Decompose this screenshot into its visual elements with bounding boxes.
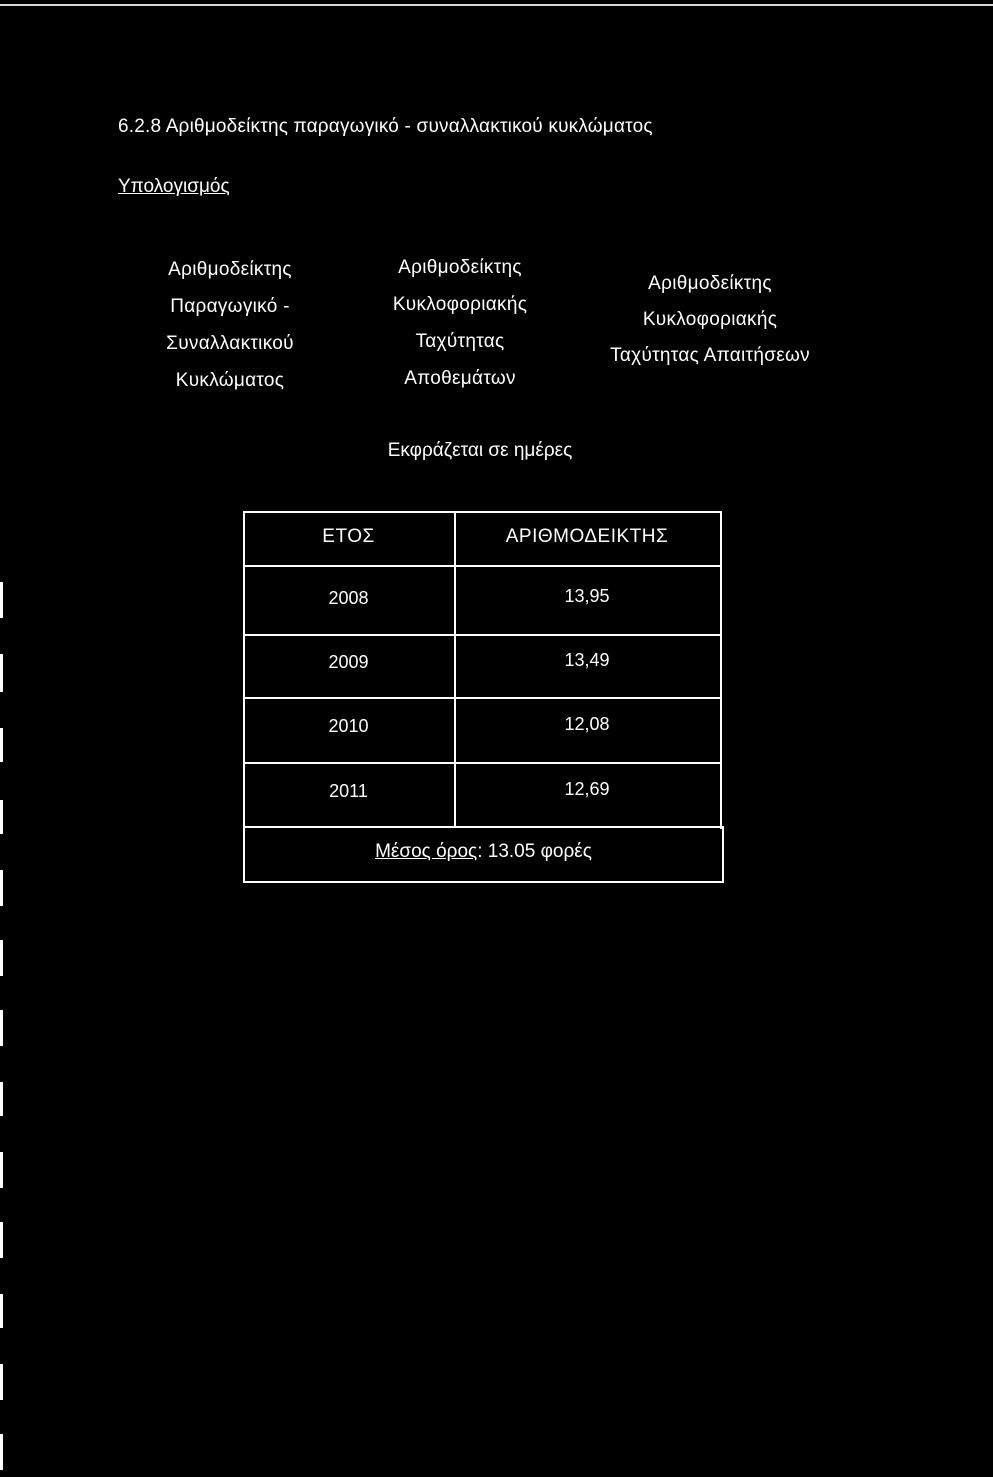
table-row-divider	[243, 697, 722, 699]
formula-term-cycle-ratio	[140, 251, 320, 399]
table-row-divider	[243, 634, 722, 636]
scan-edge-mark	[0, 870, 3, 906]
scan-edge-mark	[0, 1364, 3, 1400]
scan-edge-mark	[0, 800, 3, 834]
table-row-divider	[243, 565, 722, 567]
table-row-divider	[243, 762, 722, 764]
table-row-divider	[243, 826, 724, 828]
calculation-heading: Υπολογισμός	[118, 176, 230, 197]
unit-note: Εκφράζεται σε ημέρες	[387, 440, 573, 461]
table-border	[243, 511, 722, 513]
scan-edge-mark	[0, 940, 3, 976]
formula-term-inventory-turnover	[365, 249, 555, 397]
column-header-ratio: ΑΡΙΘΜΟΔΕΙΚΤΗΣ	[505, 526, 669, 547]
formula-line: Κυκλοφοριακής	[642, 309, 778, 330]
scan-edge-mark	[0, 654, 3, 692]
average-row	[243, 841, 724, 863]
formula-line: Κυκλώματος	[175, 370, 285, 391]
table-cell-year: 2010	[328, 716, 369, 736]
formula-line: Ταχύτητας Απαιτήσεων	[610, 345, 810, 366]
table-cell-ratio: 13,49	[564, 650, 610, 670]
scan-edge-mark	[0, 1010, 3, 1046]
column-header-year: ΕΤΟΣ	[322, 526, 375, 547]
table-cell-ratio: 12,69	[564, 779, 610, 799]
table-cell-year: 2008	[328, 588, 369, 608]
scan-edge-mark	[0, 728, 3, 762]
formula-line: Αριθμοδείκτης	[168, 259, 292, 280]
formula-line: Ταχύτητας	[415, 331, 505, 352]
formula-line: Αποθεμάτων	[404, 368, 516, 389]
formula-line: Παραγωγικό -	[170, 296, 290, 317]
formula-line: Αριθμοδείκτης	[398, 257, 522, 278]
table-border	[720, 511, 722, 829]
average-label: Μέσος όρος	[375, 841, 478, 862]
section-title: 6.2.8 Αριθμοδείκτης παραγωγικό - συναλλακτικού κυκλώματος	[118, 116, 653, 137]
average-value: : 13.05 φορές	[477, 841, 592, 862]
scan-edge-mark	[0, 1222, 3, 1258]
table-cell-ratio: 12,08	[564, 714, 610, 734]
scan-edge-mark	[0, 1294, 3, 1328]
scan-top-border	[0, 4, 993, 6]
table-border	[243, 881, 724, 883]
scan-edge-mark	[0, 1152, 3, 1188]
ratio-table	[243, 511, 724, 883]
formula-line: Κυκλοφοριακής	[392, 294, 528, 315]
table-cell-year: 2009	[328, 652, 369, 672]
table-cell-year: 2011	[329, 781, 368, 801]
scan-edge-mark	[0, 1434, 3, 1470]
table-cell-ratio: 13,95	[564, 586, 610, 606]
formula-line: Συναλλακτικού	[166, 333, 294, 354]
scan-edge-mark	[0, 582, 3, 618]
formula-term-receivables-turnover	[585, 266, 835, 374]
formula-line: Αριθμοδείκτης	[648, 273, 772, 294]
scan-edge-mark	[0, 1082, 3, 1116]
